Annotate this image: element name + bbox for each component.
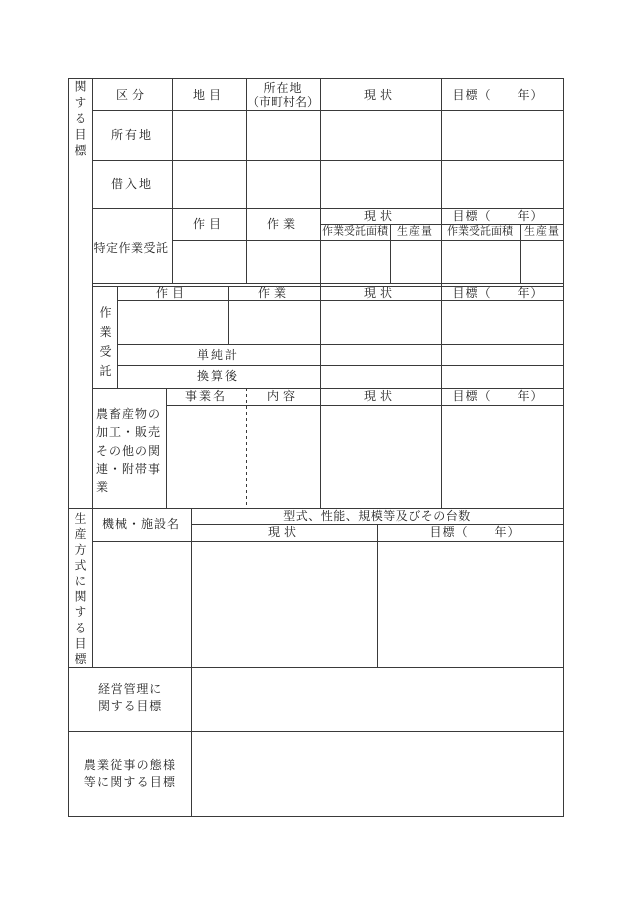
contract-simple-total-label: 単純計 xyxy=(196,348,240,362)
farm-work-style-label xyxy=(84,757,176,791)
farm-work-style-label-line: 農業従事の態様 xyxy=(83,758,177,772)
contract-header-work: 作業 xyxy=(257,286,291,300)
management-label-line: 関する目標 xyxy=(97,699,163,713)
specific-current-output: 生産量 xyxy=(397,225,433,238)
contract-header-crop: 作目 xyxy=(155,286,189,300)
related-business-label xyxy=(96,405,161,496)
specific-current-area: 作業受託面積 xyxy=(322,225,388,238)
specific-header-work: 作業 xyxy=(266,217,300,231)
specific-target-output: 生産量 xyxy=(524,225,560,238)
land-section-side-label: 関する目標 xyxy=(73,80,87,160)
header-current: 現状 xyxy=(363,88,397,102)
row-label-owned-land: 所有地 xyxy=(110,128,154,142)
related-business-label-line: 連・附帯事 xyxy=(96,461,162,476)
contract-converted-label: 換算後 xyxy=(196,369,240,383)
row-label-specific-contract: 特定作業受託 xyxy=(93,241,169,255)
related-business-label-line: 加工・販売 xyxy=(96,425,162,440)
header-target: 目標（ 年） xyxy=(452,88,544,102)
business-header-current: 現状 xyxy=(363,389,397,403)
header-land-type: 地目 xyxy=(192,88,226,102)
production-method-side-label: 生産方式に関する目標 xyxy=(73,512,87,668)
specific-header-current: 現状 xyxy=(363,209,397,223)
business-header-content: 内容 xyxy=(266,389,300,403)
specific-header-crop: 作目 xyxy=(192,217,226,231)
related-business-label-line: 業 xyxy=(96,480,110,495)
header-category: 区分 xyxy=(115,88,149,102)
management-label xyxy=(98,681,162,715)
specific-header-target: 目標（ 年） xyxy=(452,209,544,223)
header-location: 所在地 xyxy=(263,81,303,95)
related-business-label-line: その他の関 xyxy=(96,443,162,458)
contract-header-current: 現状 xyxy=(363,286,397,300)
farm-work-style-label-line: 等に関する目標 xyxy=(83,775,177,789)
business-header-target: 目標（ 年） xyxy=(452,389,544,403)
spec-header: 型式、性能、規模等及びその台数 xyxy=(283,509,471,523)
related-business-label-line: 農畜産物の xyxy=(96,407,162,421)
row-label-leased-land: 借入地 xyxy=(110,177,154,191)
management-label-line: 経営管理に xyxy=(97,682,163,696)
production-header-target: 目標（ 年） xyxy=(429,525,521,539)
equipment-name-header: 機械・施設名 xyxy=(101,517,181,531)
production-header-current: 現状 xyxy=(267,525,301,539)
business-header-name: 事業名 xyxy=(184,389,228,403)
contract-header-target: 目標（ 年） xyxy=(452,286,544,300)
specific-target-area: 作業受託面積 xyxy=(447,225,513,238)
header-location-sub: （市町村名） xyxy=(246,95,320,109)
contract-work-side-label: 作業受託 xyxy=(98,306,112,384)
